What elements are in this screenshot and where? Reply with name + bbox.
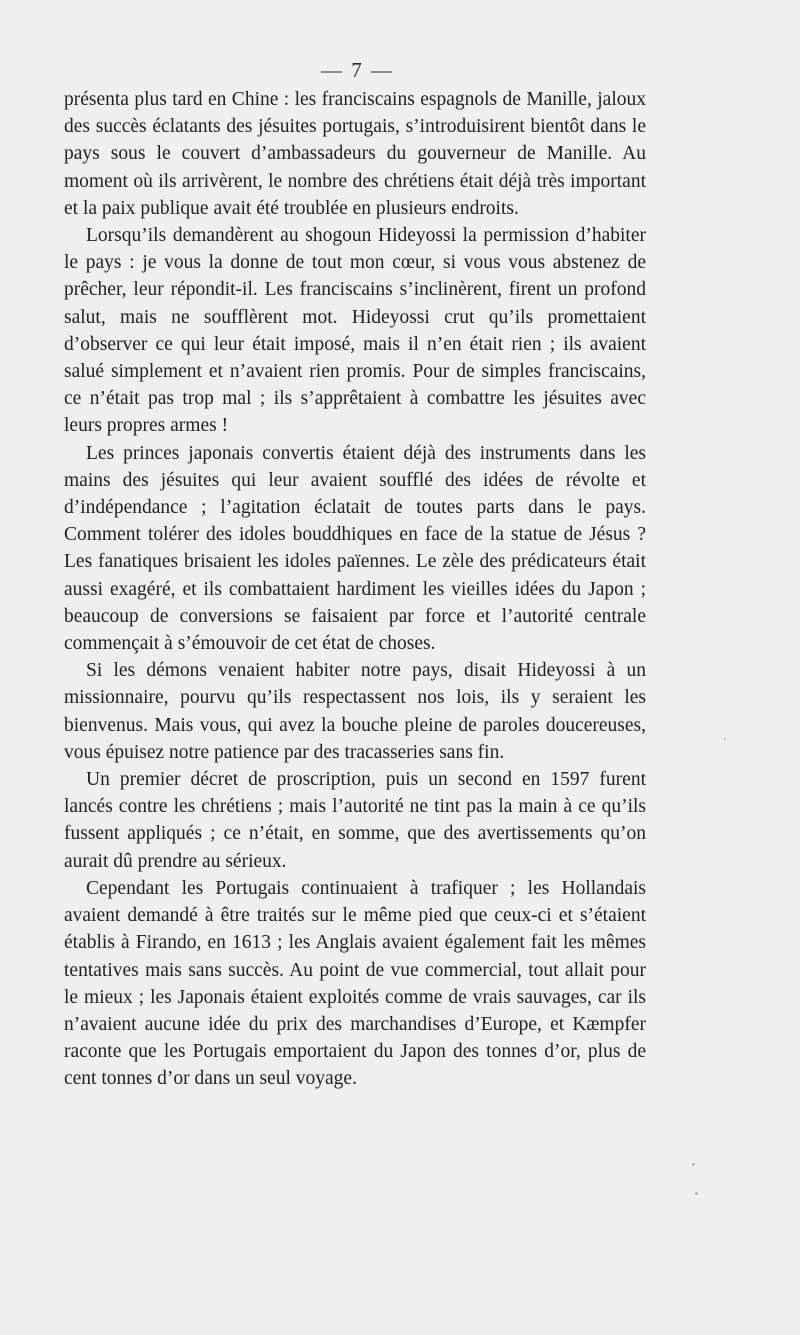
paper-speck — [692, 1163, 695, 1166]
paragraph: Lorsqu’ils demandèrent au shogoun Hideyossi la permission d’habiter le pays : je vous la donne de tout mon cœur, si vous vous abstenez de prêcher, leur répondit-il. Les franciscains s’inclinèrent, firent un profond salut, mais ne soufflèrent mot. Hideyossi crut qu’ils promettaient d’observer ce qui leur était imposé, mais il n’en était rien ; ils avaient salué simplement et n’avaient rien promis. Pour de simples franciscains, ce n’était pas trop mal ; ils s’apprêtaient à combattre les jésuites avec leurs propres armes ! — [64, 225, 646, 437]
paragraph: Les princes japonais convertis étaient déjà des instruments dans les mains des jésuites qui leur avaient soufflé des idées de révolte et d’indépendance ; l’agitation éclatait de toutes parts dans le pays. Comment tolérer des idoles bouddhiques en face de la statue de Jésus ? Les fanatiques brisaient les idoles païennes. Le zèle des prédicateurs était aussi exagéré, et ils combattaient hardiment les vieilles idées du Japon ; beaucoup de conversions se faisaient par force et l’autorité centrale commençait à s’émouvoir de cet état de choses. — [64, 442, 646, 655]
paragraph: Si les démons venaient habiter notre pays, disait Hideyossi à un missionnaire, pourvu qu’ils respectassent nos lois, ils y seraient les bienvenus. Mais vous, qui avez la bouche pleine de paroles doucereuses, vous épuisez notre patience par des tracasseries sans fin. — [64, 660, 646, 763]
paper-speck — [695, 1192, 698, 1195]
paragraph: Cependant les Portugais continuaient à trafiquer ; les Hollandais avaient demandé à être traités sur le même pied que ceux-ci et s’étaient établis à Firando, en 1613 ; les Anglais avaient également fait les mêmes tentatives mais sans succès. Au point de vue commercial, tout allait pour le mieux ; les Japonais étaient exploités comme de vrais sauvages, car ils n’avaient aucune idée du prix des marchandises d’Europe, et Kæmpfer raconte que les Portugais emportaient du Japon des tonnes d’or, plus de cent tonnes d’or dans un seul voyage. — [64, 877, 646, 1090]
paragraph: présenta plus tard en Chine : les franciscains espagnols de Manille, jaloux des succès éclatants des jésuites portugais, s’introduisirent bientôt dans le pays sous le couvert d’ambassadeurs du gouverneur de Manille. Au moment où ils arrivèrent, le nombre des chrétiens était déjà très important et la paix publique avait été troublée en plusieurs endroits. — [64, 89, 646, 219]
paper-speck — [724, 738, 726, 740]
body-text — [64, 86, 646, 1093]
paragraph: Un premier décret de proscription, puis un second en 1597 furent lancés contre les chrétiens ; mais l’autorité ne tint pas la main à ce qu’ils fussent appliqués ; ce n’était, en somme, que des avertissements qu’on aurait dû prendre au sérieux. — [64, 769, 646, 872]
page-number: — 7 — — [321, 58, 394, 82]
